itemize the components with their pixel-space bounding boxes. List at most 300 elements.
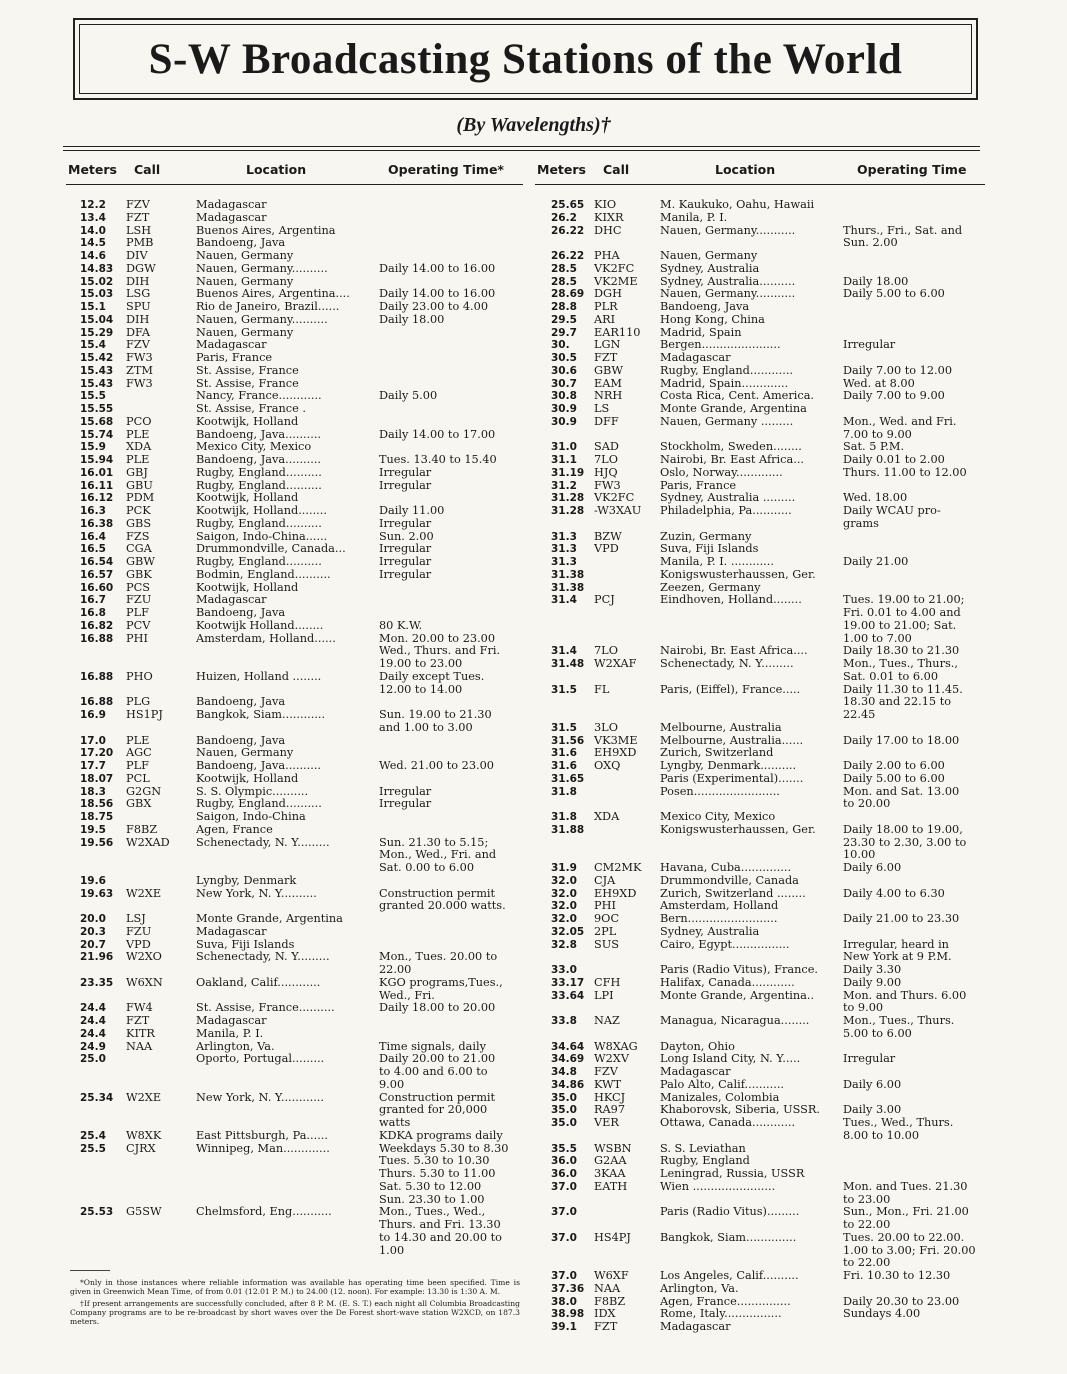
operating-time-cell — [843, 212, 985, 225]
operating-time-cell: KDKA programs daily — [379, 1128, 503, 1142]
call-sign-cell: HS4PJ — [594, 1230, 631, 1244]
wavelength-cell: 37.0 — [551, 1206, 577, 1219]
location-cell: Rome, Italy................ — [660, 1308, 782, 1321]
wavelength-cell: 26.2 — [551, 211, 577, 224]
call-sign-cell: CJA — [594, 873, 616, 887]
location-cell: Bandoeng, Java.......... — [196, 428, 322, 441]
wavelength-cell: 35.0 — [551, 1104, 577, 1117]
station-row — [66, 378, 523, 391]
wavelength-cell: 37.0 — [551, 1270, 577, 1282]
operating-time-cell — [379, 824, 523, 837]
call-sign-cell: HJQ — [594, 465, 618, 479]
call-sign-cell: VPD — [594, 542, 619, 556]
location-cell: Saigon, Indo-China...... — [196, 530, 328, 543]
wavelength-cell: 35.5 — [551, 1142, 577, 1155]
station-row — [66, 760, 523, 773]
operating-time-cell — [379, 339, 523, 352]
station-row — [66, 403, 523, 416]
location-cell: Mexico City, Mexico — [196, 441, 312, 454]
operating-time-cell: Daily 21.00 — [843, 555, 909, 568]
title-inner-frame — [79, 24, 972, 94]
location-cell: Huizen, Holland ........ — [196, 670, 322, 683]
footnotes — [70, 1278, 520, 1329]
station-row — [66, 607, 523, 620]
location-cell: Agen, France — [196, 823, 273, 836]
wavelength-cell: 28.5 — [551, 262, 577, 275]
station-row — [535, 1015, 985, 1041]
call-sign-cell: DFF — [594, 414, 619, 428]
wavelength-cell: 31.5 — [551, 683, 577, 696]
operating-time-cell: Daily 18.00 — [843, 274, 909, 288]
location-cell: Palo Alto, Calif........... — [660, 1078, 785, 1091]
call-sign-cell: DIH — [126, 274, 150, 288]
station-row — [535, 403, 985, 416]
station-row — [535, 658, 985, 684]
header-rule — [535, 184, 985, 185]
station-row — [535, 964, 985, 977]
wavelength-cell: 31.56 — [551, 734, 585, 747]
operating-time-cell: Irregular — [843, 338, 896, 352]
operating-time-cell: Daily 5.00 to 6.00 — [843, 771, 945, 785]
operating-time-cell: Mon., Tues. 20.00 to 22.00 — [379, 950, 498, 976]
operating-time-cell: Wed. 21.00 to 23.00 — [379, 759, 494, 772]
call-sign-cell: BZW — [594, 529, 622, 543]
location-cell: Manila, P. I. ............ — [660, 556, 774, 568]
station-row — [66, 1092, 523, 1130]
station-row — [66, 556, 523, 569]
wavelength-cell: 31.19 — [551, 466, 585, 479]
wavelength-cell: 26.22 — [551, 224, 585, 237]
wavelength-cell: 32.0 — [551, 900, 577, 913]
footnote-dagger: †If present arrangements are successfully concluded, after 8 P. M. (E. S. T.) each night all Columbia Broadcasting Company programs are to be re-broadcast by short waves over the De Forest short-wave station W2XCD, on 187.3 meters. — [70, 1299, 520, 1326]
station-row — [535, 454, 985, 467]
call-sign-cell: CGA — [126, 542, 152, 556]
call-sign-cell: NRH — [594, 389, 623, 403]
operating-time-cell: Daily 5.00 to 6.00 — [843, 287, 945, 301]
location-cell: Drummondville, Canada... — [196, 543, 346, 556]
call-sign-cell: XDA — [594, 810, 620, 823]
wavelength-cell: 16.9 — [80, 709, 106, 721]
station-row — [535, 416, 985, 442]
call-sign-cell: LS — [594, 402, 610, 415]
header-meters: Meters — [537, 162, 586, 177]
station-row — [535, 1117, 985, 1143]
location-cell: Kootwijk, Holland — [196, 581, 299, 594]
wavelength-cell: 14.5 — [80, 237, 106, 250]
wavelength-cell: 38.0 — [551, 1295, 577, 1308]
location-cell: Bangkok, Siam............ — [196, 709, 326, 721]
call-sign-cell: KWT — [594, 1077, 622, 1091]
call-sign-cell: EH9XD — [594, 886, 637, 900]
operating-time-cell — [843, 199, 985, 212]
call-sign-cell — [594, 964, 660, 977]
wavelength-cell: 31.28 — [551, 505, 585, 517]
operating-time-cell: KGO programs,Tues., Wed., Fri. — [379, 975, 503, 1002]
call-sign-cell: DHC — [594, 223, 622, 237]
location-cell: Nauen, Germany.......... — [196, 262, 328, 275]
call-sign-cell: F8BZ — [594, 1294, 626, 1308]
station-row — [66, 888, 523, 914]
station-row — [535, 1283, 985, 1296]
station-row — [535, 505, 985, 531]
call-sign-cell: W8XAG — [594, 1039, 638, 1053]
location-cell: S. S. Leviathan — [660, 1142, 746, 1155]
location-cell: Konigswusterhaussen, Ger. — [660, 823, 816, 836]
call-sign-cell: PCS — [126, 580, 150, 594]
wavelength-cell: 31.38 — [551, 581, 585, 594]
wavelength-cell: 28.8 — [551, 301, 577, 313]
call-sign-cell: EAM — [594, 376, 622, 390]
wavelength-cell: 35.0 — [551, 1117, 577, 1129]
call-sign-cell: PCK — [126, 504, 151, 517]
wavelength-cell: 37.0 — [551, 1231, 577, 1244]
station-row — [535, 913, 985, 926]
operating-time-cell — [379, 913, 523, 926]
station-row — [535, 977, 985, 990]
location-cell: Havana, Cuba.............. — [660, 862, 792, 874]
operating-time-cell — [379, 199, 523, 212]
title-frame — [73, 18, 978, 100]
wavelength-cell: 30.6 — [551, 364, 577, 377]
station-list-right — [535, 199, 985, 1334]
wavelength-cell: 15.04 — [80, 313, 114, 326]
location-cell: Costa Rica, Cent. America. — [660, 390, 815, 403]
wavelength-cell: 15.4 — [80, 339, 106, 352]
right-column — [535, 160, 985, 1334]
location-cell: Paris (Radio Vitus)......... — [660, 1206, 800, 1219]
station-row — [66, 212, 523, 225]
operating-time-cell — [379, 1028, 523, 1041]
station-row — [66, 301, 523, 314]
operating-time-cell — [379, 365, 523, 378]
station-row — [535, 467, 985, 480]
wavelength-cell: 32.0 — [551, 887, 577, 900]
location-cell: Sydney, Australia — [660, 262, 760, 275]
location-cell: Paris (Experimental)....... — [660, 772, 804, 785]
operating-time-cell: Irregular — [379, 516, 432, 530]
call-sign-cell: SAD — [594, 440, 619, 454]
station-row — [535, 773, 985, 786]
call-sign-cell — [126, 403, 196, 416]
call-sign-cell: VPD — [126, 937, 151, 951]
station-row — [535, 569, 985, 582]
call-sign-cell: PLF — [126, 759, 149, 772]
call-sign-cell: PCL — [126, 771, 150, 785]
location-cell: Wien ....................... — [660, 1180, 776, 1193]
operating-time-cell — [843, 811, 985, 824]
operating-time-cell — [379, 237, 523, 250]
call-sign-cell: CM2MK — [594, 861, 642, 874]
location-cell: Arlington, Va. — [660, 1282, 739, 1295]
operating-time-cell: Daily 7.00 to 9.00 — [843, 389, 945, 403]
call-sign-cell: FZT — [126, 210, 150, 224]
location-cell: Bandoeng, Java.......... — [196, 454, 322, 466]
wavelength-cell: 31.48 — [551, 658, 585, 670]
call-sign-cell: W2XAD — [126, 835, 170, 849]
call-sign-cell: SPU — [126, 300, 151, 313]
wavelength-cell: 25.34 — [80, 1091, 114, 1104]
call-sign-cell: CJRX — [126, 1141, 156, 1155]
operating-time-cell: Daily 20.00 to 21.00 to 4.00 and 6.00 to 9.00 — [379, 1052, 496, 1091]
call-sign-cell: NAZ — [594, 1014, 620, 1027]
station-row — [66, 620, 523, 633]
location-cell: Cairo, Egypt................ — [660, 938, 790, 951]
station-row — [66, 875, 523, 888]
operating-time-cell: Sun. 19.00 to 21.30 and 1.00 to 3.00 — [379, 708, 492, 734]
location-cell: Ottawa, Canada............ — [660, 1117, 796, 1129]
station-row — [66, 467, 523, 480]
wavelength-cell: 18.75 — [80, 811, 114, 823]
operating-time-cell: Tues., Wed., Thurs. 8.00 to 10.00 — [843, 1116, 954, 1142]
location-cell: Bandoeng, Java — [196, 237, 286, 250]
call-sign-cell: HS1PJ — [126, 708, 163, 721]
station-row — [66, 633, 523, 671]
call-sign-cell: DGH — [594, 287, 622, 301]
station-row — [66, 773, 523, 786]
operating-time-cell — [843, 1155, 985, 1168]
operating-time-cell: Wed. 18.00 — [843, 491, 908, 505]
operating-time-cell — [843, 352, 985, 365]
wavelength-cell: 15.9 — [80, 441, 106, 454]
right-header — [535, 160, 985, 180]
location-cell: Nauen, Germany........... — [660, 288, 796, 301]
operating-time-cell — [843, 314, 985, 327]
location-cell: Nauen, Germany — [196, 747, 294, 760]
station-row — [535, 1079, 985, 1092]
left-header — [66, 160, 523, 180]
call-sign-cell: FW4 — [126, 1001, 153, 1015]
call-sign-cell: FZU — [126, 924, 152, 938]
operating-time-cell — [843, 1143, 985, 1156]
location-cell: Bangkok, Siam.............. — [660, 1231, 797, 1244]
station-row — [535, 314, 985, 327]
wavelength-cell: 19.63 — [80, 887, 114, 900]
wavelength-cell: 31.3 — [551, 543, 577, 556]
operating-time-cell — [379, 926, 523, 939]
station-row — [535, 1321, 985, 1334]
station-row — [66, 263, 523, 276]
call-sign-cell: FZT — [594, 1320, 618, 1333]
station-row — [535, 684, 985, 722]
wavelength-cell: 31.8 — [551, 811, 577, 823]
operating-time-cell — [379, 594, 523, 607]
location-cell: Suva, Fiji Islands — [660, 543, 759, 556]
operating-time-cell: Mon., Wed. and Fri. 7.00 to 9.00 — [843, 414, 957, 441]
operating-time-cell: Daily 9.00 — [843, 975, 902, 989]
location-cell: Hong Kong, China — [660, 313, 765, 326]
call-sign-cell: 3KAA — [594, 1167, 626, 1180]
top-rule-double — [63, 150, 980, 151]
call-sign-cell: PLE — [126, 453, 150, 466]
operating-time-cell — [843, 722, 985, 735]
operating-time-cell: 80 K.W. — [379, 618, 423, 632]
location-cell: Buenos Aires, Argentina.... — [196, 288, 350, 301]
station-row — [66, 951, 523, 977]
operating-time-cell: Mon. and Tues. 21.30 to 23.00 — [843, 1179, 968, 1206]
operating-time-cell: Daily 2.00 to 6.00 — [843, 759, 945, 772]
call-sign-cell: FZT — [594, 351, 618, 364]
call-sign-cell: NAA — [594, 1281, 621, 1295]
wavelength-cell: 17.7 — [80, 760, 106, 772]
location-cell: Nairobi, Br. East Africa.... — [660, 645, 808, 658]
wavelength-cell: 16.88 — [80, 696, 114, 709]
header-time: Operating Time* — [388, 162, 504, 177]
header-rule — [66, 184, 523, 185]
wavelength-cell: 39.1 — [551, 1321, 577, 1333]
wavelength-cell: 26.22 — [551, 250, 585, 262]
station-row — [535, 1206, 985, 1232]
call-sign-cell: GBU — [126, 478, 153, 492]
station-row — [66, 709, 523, 735]
location-cell: Rugby, England.......... — [196, 798, 322, 811]
station-row — [535, 926, 985, 939]
operating-time-cell — [379, 250, 523, 263]
wavelength-cell: 16.01 — [80, 466, 114, 479]
call-sign-cell: CFH — [594, 975, 621, 989]
station-row — [535, 250, 985, 263]
operating-time-cell: Sundays 4.00 — [843, 1307, 921, 1321]
wavelength-cell: 31.9 — [551, 862, 577, 874]
operating-time-cell — [843, 263, 985, 276]
operating-time-cell: Daily 14.00 to 16.00 — [379, 261, 496, 275]
station-row — [66, 390, 523, 403]
wavelength-cell: 31.8 — [551, 785, 577, 798]
call-sign-cell — [594, 773, 660, 786]
call-sign-cell: W2XV — [594, 1052, 629, 1066]
call-sign-cell: W2XE — [126, 886, 162, 900]
station-row — [66, 1053, 523, 1091]
location-cell: New York, N. Y.......... — [196, 887, 317, 900]
location-cell: Bodmin, England.......... — [196, 568, 331, 581]
call-sign-cell: DIV — [126, 249, 148, 262]
location-cell: Manila, P. I. — [196, 1027, 264, 1040]
header-meters: Meters — [68, 162, 117, 177]
wavelength-cell: 31.3 — [551, 556, 577, 568]
location-cell: Monte Grande, Argentina — [660, 403, 807, 415]
station-row — [66, 1028, 523, 1041]
operating-time-cell: Construction permit granted 20.000 watts. — [379, 886, 506, 913]
call-sign-cell — [594, 824, 660, 862]
operating-time-cell — [843, 250, 985, 263]
page-subtitle: (By Wavelengths)† — [456, 114, 611, 136]
station-row — [66, 199, 523, 212]
wavelength-cell: 21.96 — [80, 951, 114, 964]
operating-time-cell — [843, 569, 985, 582]
location-cell: Rugby, England.......... — [196, 556, 322, 568]
station-row — [66, 314, 523, 327]
call-sign-cell: DIH — [126, 312, 150, 326]
call-sign-cell: F8BZ — [126, 822, 158, 836]
operating-time-cell: Thurs., Fri., Sat. and Sun. 2.00 — [843, 223, 963, 250]
call-sign-cell: GBW — [126, 555, 155, 568]
station-row — [66, 416, 523, 429]
header-call: Call — [134, 162, 161, 177]
wavelength-cell: 30.8 — [551, 390, 577, 403]
wavelength-cell: 15.43 — [80, 377, 114, 390]
operating-time-cell: Daily 14.00 to 17.00 — [379, 427, 496, 441]
wavelength-cell: 33.17 — [551, 976, 585, 989]
wavelength-cell: 23.35 — [80, 976, 114, 989]
wavelength-cell: 17.20 — [80, 747, 114, 760]
operating-time-cell: Daily 3.30 — [843, 963, 902, 976]
wavelength-cell: 16.57 — [80, 568, 114, 581]
location-cell: Lyngby, Denmark — [196, 874, 297, 887]
location-cell: Manizales, Colombia — [660, 1091, 780, 1104]
operating-time-cell — [379, 416, 523, 429]
wavelength-cell: 14.0 — [80, 224, 106, 237]
wavelength-cell: 16.5 — [80, 543, 106, 556]
call-sign-cell: EAR110 — [594, 325, 641, 339]
location-cell: Zurich, Switzerland ........ — [660, 887, 806, 900]
station-row — [66, 798, 523, 811]
station-row — [535, 365, 985, 378]
station-row — [66, 913, 523, 926]
call-sign-cell: W6XF — [594, 1269, 629, 1282]
call-sign-cell — [126, 811, 196, 824]
wavelength-cell: 13.4 — [80, 211, 106, 224]
wavelength-cell: 16.54 — [80, 556, 114, 568]
wavelength-cell: 16.88 — [80, 670, 114, 683]
station-row — [66, 569, 523, 582]
operating-time-cell: Sat. 5 P.M. — [843, 440, 905, 454]
call-sign-cell: PLF — [126, 606, 149, 619]
operating-time-cell: Daily 11.00 — [379, 504, 445, 517]
call-sign-cell: FZS — [126, 529, 150, 543]
call-sign-cell: -W3XAU — [594, 504, 642, 517]
header-location: Location — [246, 162, 307, 177]
wavelength-cell: 31.6 — [551, 747, 577, 760]
wavelength-cell: 16.3 — [80, 505, 106, 517]
operating-time-cell: Daily 3.00 — [843, 1103, 902, 1117]
call-sign-cell: PCO — [126, 414, 152, 428]
wavelength-cell: 16.60 — [80, 581, 114, 594]
location-cell: Sydney, Australia ......... — [660, 492, 796, 505]
location-cell: Nauen, Germany ......... — [660, 415, 794, 428]
location-cell: Konigswusterhaussen, Ger. — [660, 568, 816, 581]
call-sign-cell: OXQ — [594, 759, 621, 772]
operating-time-cell: Irregular, heard in New York at 9 P.M. — [843, 937, 952, 964]
location-cell: Madrid, Spain — [660, 326, 742, 339]
station-row — [66, 811, 523, 824]
location-cell: Leningrad, Russia, USSR — [660, 1168, 805, 1180]
operating-time-cell: Daily 18.00 — [379, 312, 445, 326]
wavelength-cell: 15.03 — [80, 288, 114, 301]
wavelength-cell: 19.5 — [80, 823, 106, 836]
wavelength-cell: 31.2 — [551, 479, 577, 492]
call-sign-cell: W8XK — [126, 1128, 162, 1142]
location-cell: Bandoeng, Java — [660, 301, 750, 313]
operating-time-cell: Daily 6.00 — [843, 861, 902, 874]
station-row — [535, 301, 985, 314]
wavelength-cell: 19.56 — [80, 836, 114, 849]
location-cell: St. Assise, France — [196, 364, 299, 377]
call-sign-cell: G2AA — [594, 1154, 627, 1168]
location-cell: Nauen, Germany........... — [660, 224, 796, 237]
location-cell: Nancy, France............ — [196, 390, 322, 403]
operating-time-cell: Daily 18.00 to 19.00, 23.30 to 2.30, 3.00 to 10.00 — [843, 822, 967, 862]
wavelength-cell: 28.5 — [551, 275, 577, 288]
wavelength-cell: 29.5 — [551, 313, 577, 326]
wavelength-cell: 31.3 — [551, 530, 577, 543]
location-cell: Zuzin, Germany — [660, 530, 752, 543]
location-cell: Madagascar — [196, 925, 267, 938]
location-cell: Chelmsford, Eng........... — [196, 1206, 332, 1219]
station-list-left — [66, 199, 523, 1257]
wavelength-cell: 18.07 — [80, 772, 114, 785]
location-cell: New York, N. Y............ — [196, 1091, 324, 1104]
operating-time-cell: Irregular — [843, 1052, 896, 1066]
call-sign-cell: PHI — [126, 631, 148, 645]
